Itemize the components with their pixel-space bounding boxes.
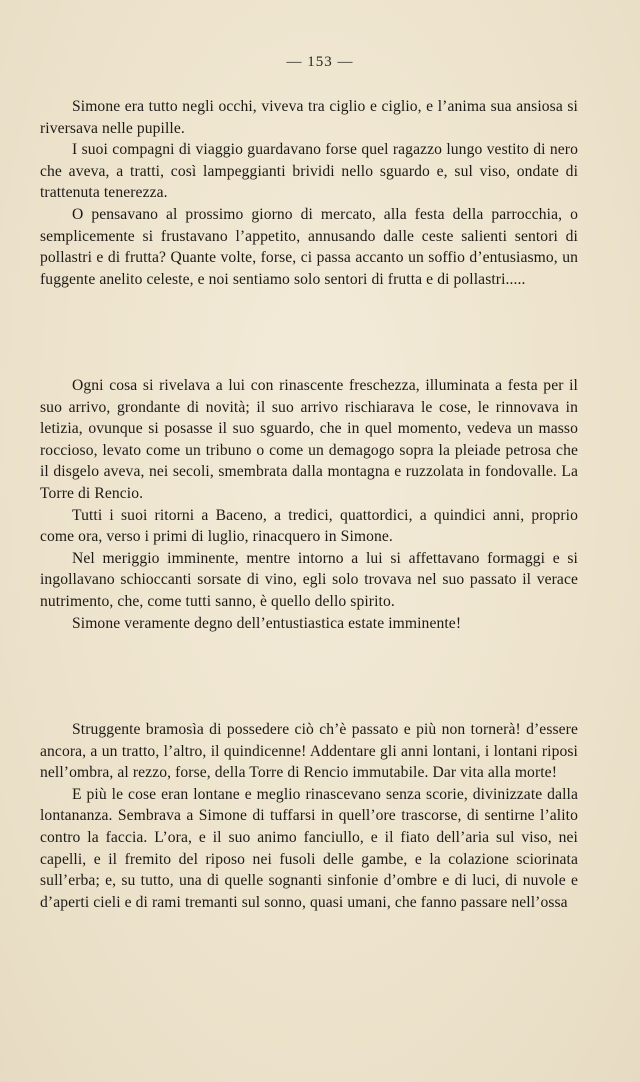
paragraph: Ogni cosa si rivelava a lui con rinascente freschezza, illuminata a festa per il suo arrivo, grondante di novità; il suo arrivo rischiarava le cose, le rinnovava in letizia, ovunque si posasse il suo sguardo, che in quel momento, vedeva un masso roccioso, levato come un tribuno o come un demagogo sopra la pleiade petrosa che il disgelo aveva, nei secoli, smembrata dalla montagna e ruzzolata in fondovalle. La Torre di Rencio. — [40, 377, 578, 502]
text-section-2 — [40, 375, 578, 634]
paragraph: Nel meriggio imminente, mentre intorno a lui si affettavano formaggi e si ingollavano schioccanti sorsate di vino, egli solo trovava nel suo passato il verace nutrimento, che, come tutti sanno, è quello dello spirito. — [40, 549, 578, 610]
paragraph: Simone era tutto negli occhi, viveva tra ciglio e ciglio, e l’anima sua ansiosa si riversava nelle pupille. — [40, 98, 578, 137]
paragraph: Simone veramente degno dell’entustiastica estate imminente! — [72, 614, 462, 632]
paragraph: E più le cose eran lontane e meglio rinascevano senza scorie, divinizzate dalla lontananza. Sembrava a Simone di tuffarsi in quell’ore trascorse, di sentirne l’alito contro la faccia. L’ora, e il suo animo fanciullo, e il fiato dell’aria sul viso, nei capelli, e il fremito del riposo nei fusoli delle gambe, e la colazione sciorinata sull’erba; e, su tutto, una di quelle sognanti sinfonie d’ombre e di luci, di nuvole e d’aperti cieli e di rami tremanti sul sonno, quasi umani, che fanno passare nell’ossa — [40, 785, 578, 911]
paragraph: Struggente bramosìa di possedere ciò ch’è passato e più non tornerà! d’essere ancora, a un tratto, l’altro, il quindicenne! Addentare gli anni lontani, i lontani riposi nell’ombra, al rezzo, forse, della Torre di Rencio immutabile. Dar vita alla morte! — [40, 721, 578, 782]
page-number: — 153 — — [286, 54, 354, 70]
text-section-3 — [40, 719, 578, 913]
text-section-1 — [40, 96, 578, 290]
paragraph: O pensavano al prossimo giorno di mercato, alla festa della parrocchia, o semplicemente si frustavano l’appetito, annusando dalle ceste salienti sentori di pollastri e di frutta? Quante volte, forse, ci passa accanto un soffio d’entusiasmo, un fuggente anelito celeste, e noi sentiamo solo sentori di frutta e di pollastri..... — [40, 205, 578, 288]
paragraph: I suoi compagni di viaggio guardavano forse quel ragazzo lungo vestito di nero che aveva, a tratti, così lampeggianti brividi nello sguardo e, sul viso, ondate di trattenuta tenerezza. — [40, 141, 578, 202]
paragraph: Tutti i suoi ritorni a Baceno, a tredici, quattordici, a quindici anni, proprio come ora, verso i primi di luglio, rinacquero in Simone. — [40, 506, 578, 546]
